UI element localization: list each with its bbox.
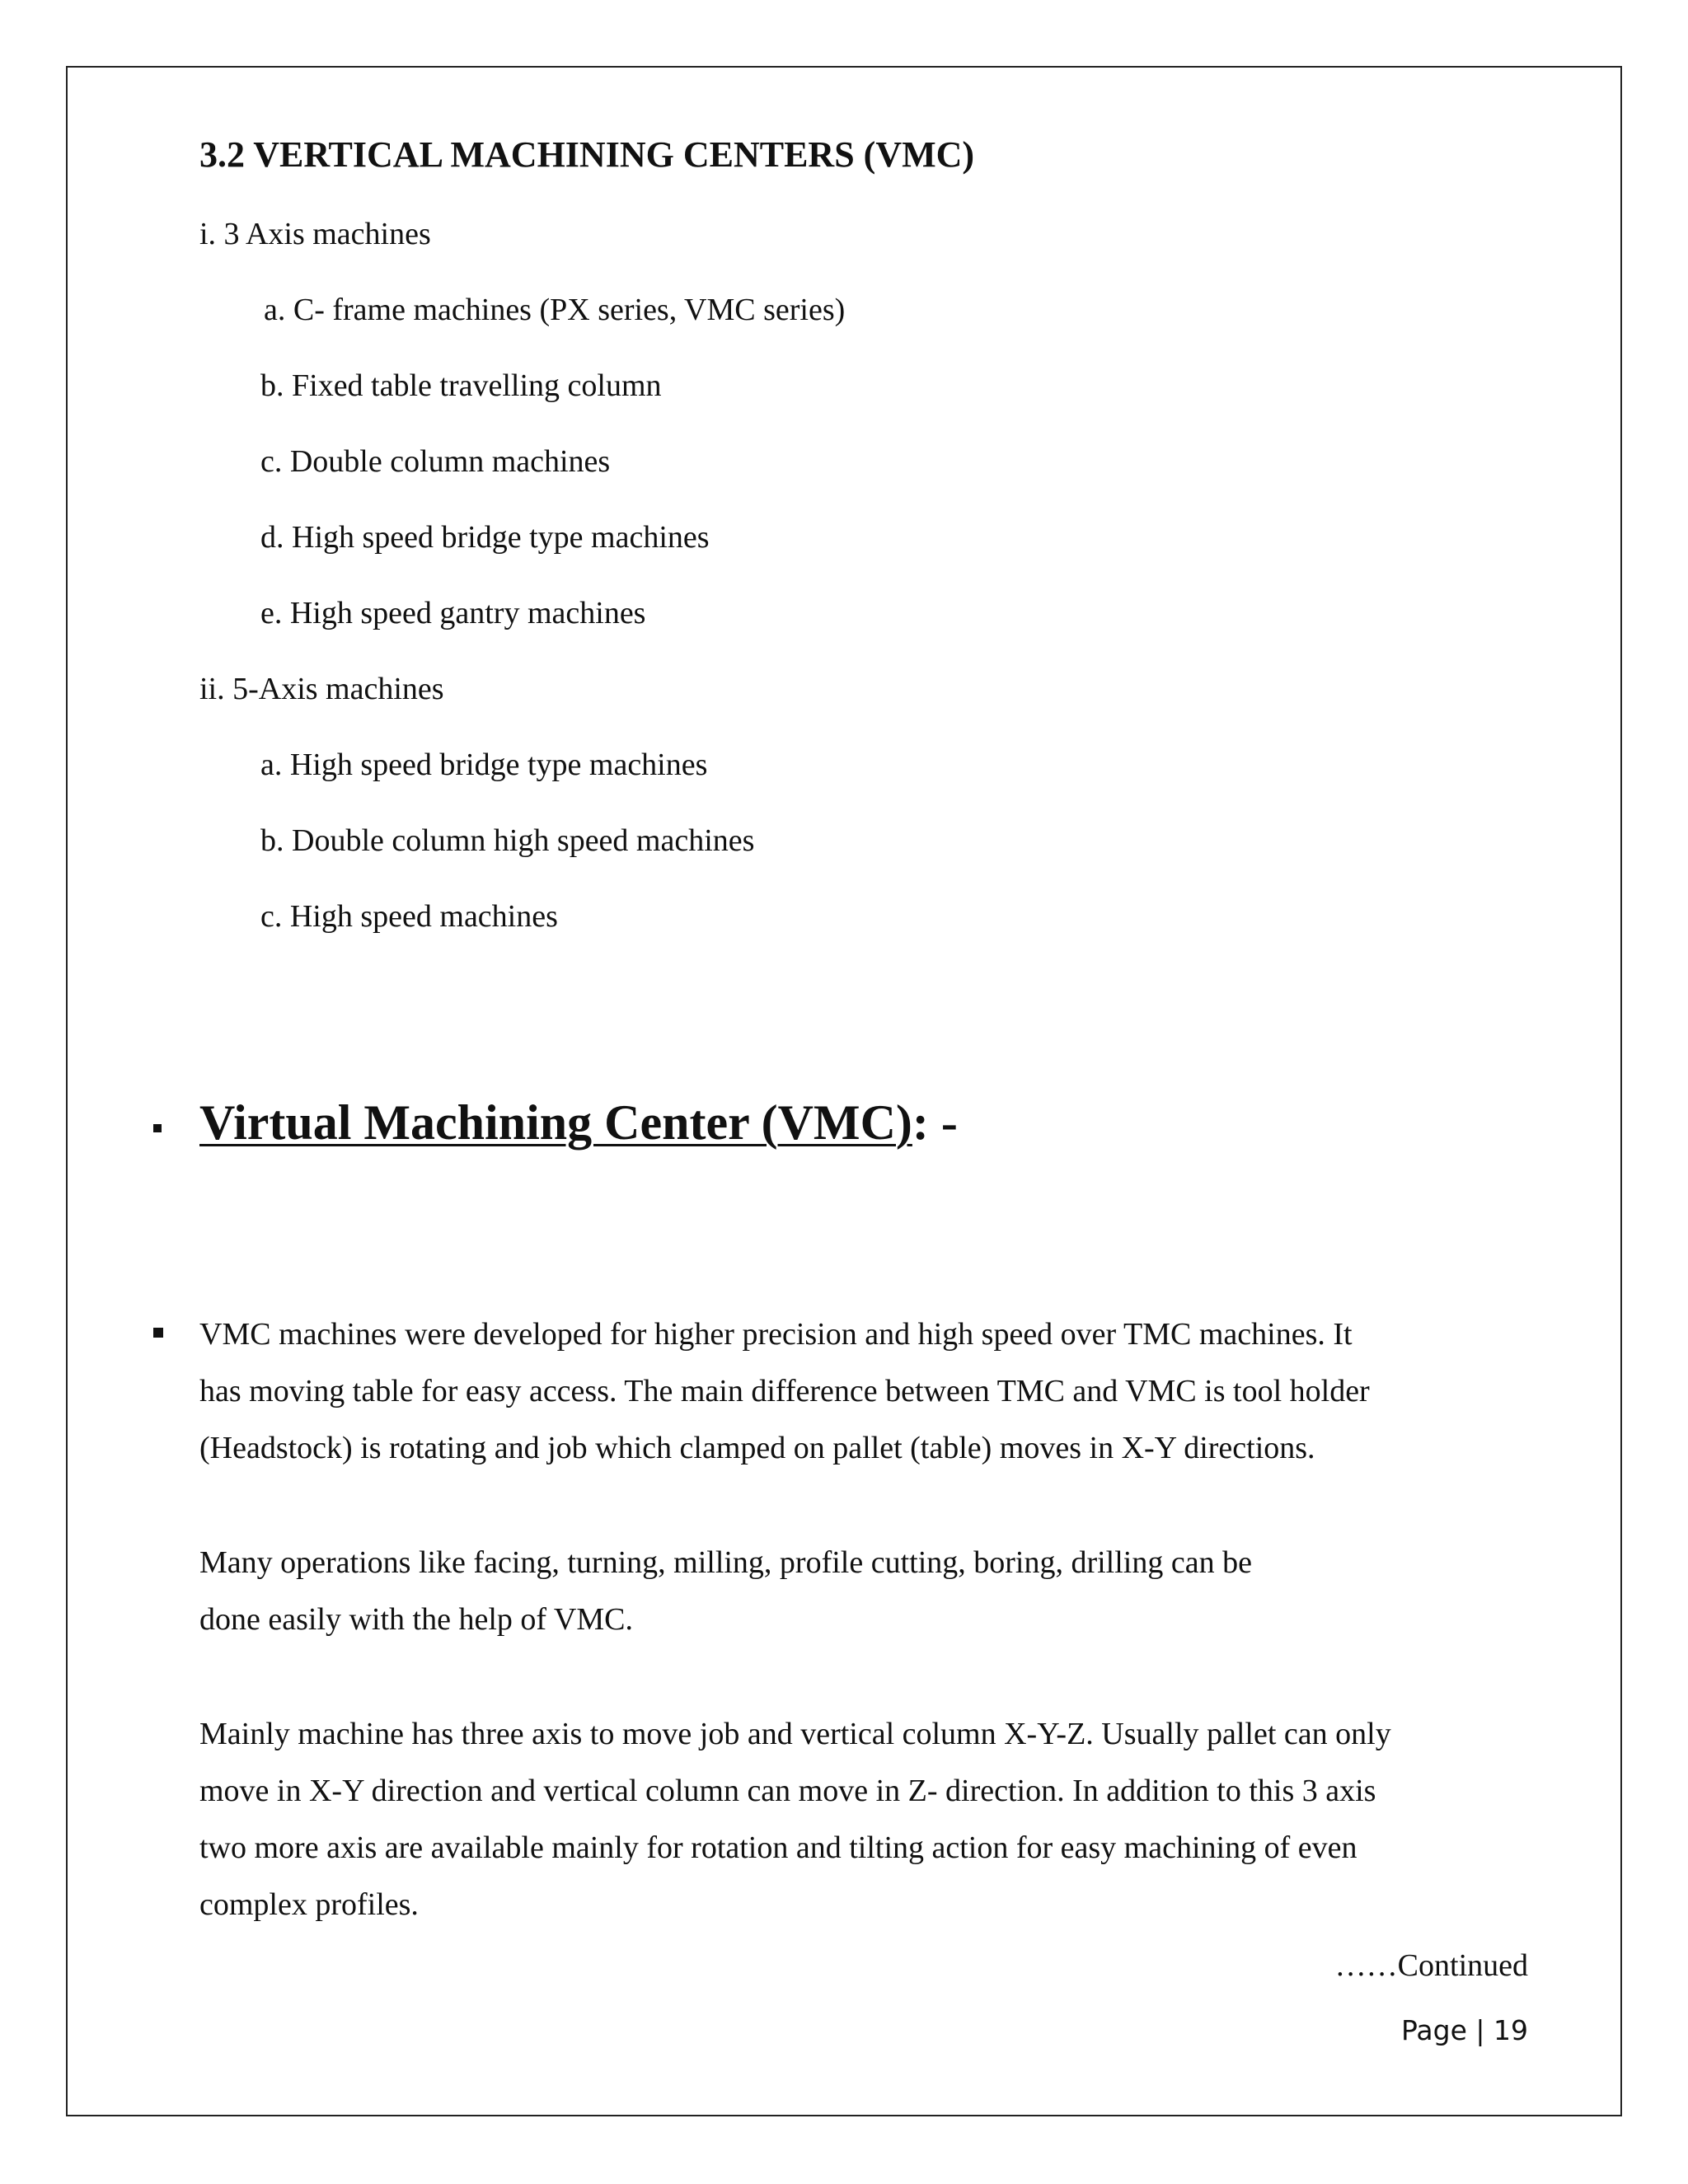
subsection-heading <box>199 1094 958 1151</box>
subsection-heading-text: Virtual Machining Center (VMC) <box>199 1095 912 1150</box>
list-group-label: i. 3 Axis machines <box>199 217 431 251</box>
list-item: d. High speed bridge type machines <box>260 520 710 555</box>
subsection-heading-suffix: : - <box>912 1095 958 1150</box>
paragraph-line: done easily with the help of VMC. <box>199 1602 633 1637</box>
list-group-label: ii. 5-Axis machines <box>199 672 444 706</box>
paragraph-line: has moving table for easy access. The main difference between TMC and VMC is tool holder <box>199 1374 1370 1408</box>
list-item: b. Fixed table travelling column <box>260 368 662 403</box>
section-title: 3.2 VERTICAL MACHINING CENTERS (VMC) <box>199 134 975 175</box>
list-item: b. Double column high speed machines <box>260 823 755 858</box>
list-item: c. High speed machines <box>260 899 558 934</box>
paragraph-line: move in X-Y direction and vertical column can move in Z- direction. In addition to this 3 axis <box>199 1774 1376 1808</box>
continued-note: ……Continued <box>1334 1948 1528 1983</box>
bullet-square-icon <box>153 1124 162 1132</box>
page-number: Page | 19 <box>1401 2014 1528 2046</box>
paragraph-line: Many operations like facing, turning, milling, profile cutting, boring, drilling can be <box>199 1545 1252 1580</box>
paragraph-line: complex profiles. <box>199 1887 419 1922</box>
bullet-square-icon <box>153 1328 163 1338</box>
paragraph-line: two more axis are available mainly for rotation and tilting action for easy machining of even <box>199 1830 1357 1865</box>
list-item: e. High speed gantry machines <box>260 596 646 630</box>
list-item: a. High speed bridge type machines <box>260 748 708 782</box>
paragraph-line: Mainly machine has three axis to move job and vertical column X-Y-Z. Usually pallet can only <box>199 1717 1391 1751</box>
paragraph-line: VMC machines were developed for higher precision and high speed over TMC machines. It <box>199 1317 1353 1352</box>
list-item: c. Double column machines <box>260 444 611 479</box>
list-item: a. C- frame machines (PX series, VMC series) <box>264 293 846 327</box>
paragraph-line: (Headstock) is rotating and job which clamped on pallet (table) moves in X-Y directions. <box>199 1431 1315 1465</box>
